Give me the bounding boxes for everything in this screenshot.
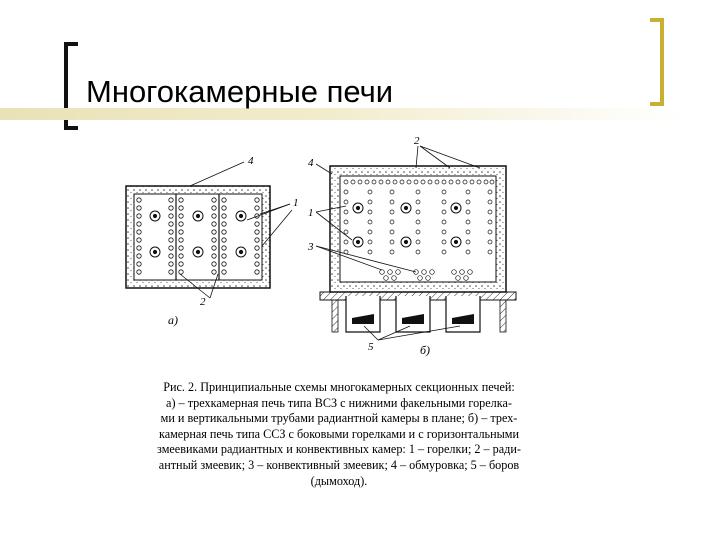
label-a-2: 2 xyxy=(200,296,206,308)
label-a-4: 4 xyxy=(248,155,254,167)
diagram-a xyxy=(126,155,299,327)
label-a-1: 1 xyxy=(293,197,299,209)
figure-caption xyxy=(122,380,556,489)
label-b-2: 2 xyxy=(414,135,420,147)
caption-line: змеевиками радиантных и конвективных камер: 1 – горелки; 2 – ради- xyxy=(157,442,521,457)
label-b-1: 1 xyxy=(308,207,314,219)
caption-line: камерная печь типа ССЗ с боковыми горелками и с горизонтальными xyxy=(158,426,520,441)
label-b-3: 3 xyxy=(308,241,314,253)
caption-line: антный змеевик; 3 – конвективный змеевик; 4 – обмуровка; 5 – боров xyxy=(158,457,520,472)
caption-line: ми и вертикальными трубами радиантной камеры в плане; б) – трех- xyxy=(160,411,518,426)
furnace-schematic-figure xyxy=(120,128,556,378)
label-b-panel: б) xyxy=(420,343,431,357)
slide-title: Многокамерные печи xyxy=(86,74,394,109)
caption-line: (дымоход). xyxy=(310,473,368,488)
diagram-b xyxy=(307,135,516,357)
caption-line: а) – трехкамерная печь типа ВСЗ с нижними факельными горелка- xyxy=(166,395,512,410)
title-bracket-right xyxy=(650,18,664,106)
label-a-panel: а) xyxy=(168,313,178,327)
label-b-5: 5 xyxy=(368,341,374,353)
label-b-4: 4 xyxy=(308,157,314,169)
caption-line: Рис. 2. Принципиальные схемы многокамерных секционных печей: xyxy=(163,380,515,394)
